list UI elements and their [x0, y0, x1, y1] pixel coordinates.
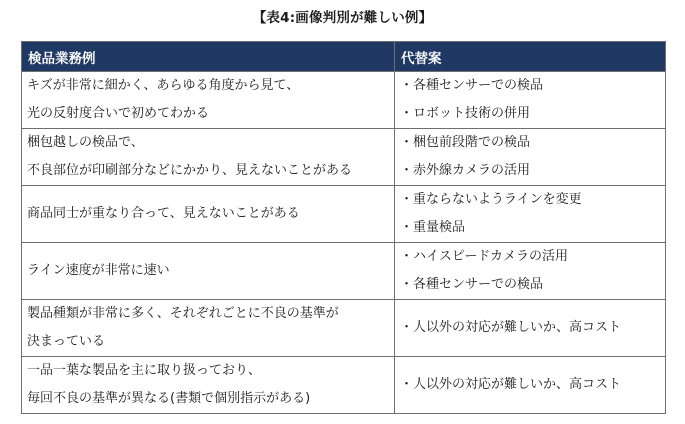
table-row — [22, 357, 666, 414]
alternative-cell — [395, 357, 666, 414]
alternative-item: ・人以外の対応が難しいか、高コスト — [400, 377, 622, 392]
table-row — [22, 186, 666, 243]
column-header-task: 検品業務例 — [22, 42, 395, 72]
alternative-cell — [395, 72, 666, 129]
task-cell — [22, 357, 395, 414]
task-text-line: 製品種類が非常に多く、それぞれごとに不良の基準が — [27, 306, 339, 321]
table-row — [22, 300, 666, 357]
task-text-line: 不良部位が印刷部分などにかかり、見えないことがある — [27, 163, 353, 178]
alternative-item: ・重量検品 — [400, 220, 466, 235]
alternative-cell — [395, 129, 666, 186]
task-cell — [22, 72, 395, 129]
table-caption: 【表4:画像判別が難しい例】 — [252, 10, 433, 26]
alternative-item: ・各種センサーでの検品 — [400, 277, 544, 292]
task-text-line: 光の反射度合いで初めてわかる — [27, 106, 210, 121]
table-header-row — [22, 42, 666, 72]
alternative-cell — [395, 243, 666, 300]
task-text-line: 商品同士が重なり合って、見えないことがある — [27, 206, 300, 221]
task-text-line: 一品一葉な製品を主に取り扱っており、 — [27, 363, 262, 378]
task-text-line: キズが非常に細かく、あらゆる角度から見て、 — [27, 78, 300, 93]
column-header-alternative: 代替案 — [395, 42, 666, 72]
task-text-line: 毎回不良の基準が異なる(書類で個別指示がある) — [27, 391, 311, 406]
alternative-item: ・赤外線カメラの活用 — [400, 163, 531, 178]
task-text-line: 梱包越しの検品で、 — [27, 135, 144, 150]
alternative-item: ・重ならないようラインを変更 — [400, 192, 582, 207]
alternative-item: ・梱包前段階での検品 — [400, 135, 531, 150]
task-cell — [22, 300, 395, 357]
task-cell — [22, 129, 395, 186]
task-text-line: ライン速度が非常に速い — [27, 263, 170, 278]
task-cell — [22, 243, 395, 300]
alternative-item: ・ハイスピードカメラの活用 — [400, 249, 568, 264]
task-cell — [22, 186, 395, 243]
alternative-cell — [395, 186, 666, 243]
alternative-item: ・人以外の対応が難しいか、高コスト — [400, 320, 622, 335]
table-row — [22, 243, 666, 300]
table-row — [22, 72, 666, 129]
alternative-item: ・各種センサーでの検品 — [400, 78, 544, 93]
alternative-item: ・ロボット技術の併用 — [400, 106, 531, 121]
alternative-cell — [395, 300, 666, 357]
table-row — [22, 129, 666, 186]
inspection-alternatives-table — [21, 41, 666, 414]
task-text-line: 決まっている — [27, 334, 106, 349]
